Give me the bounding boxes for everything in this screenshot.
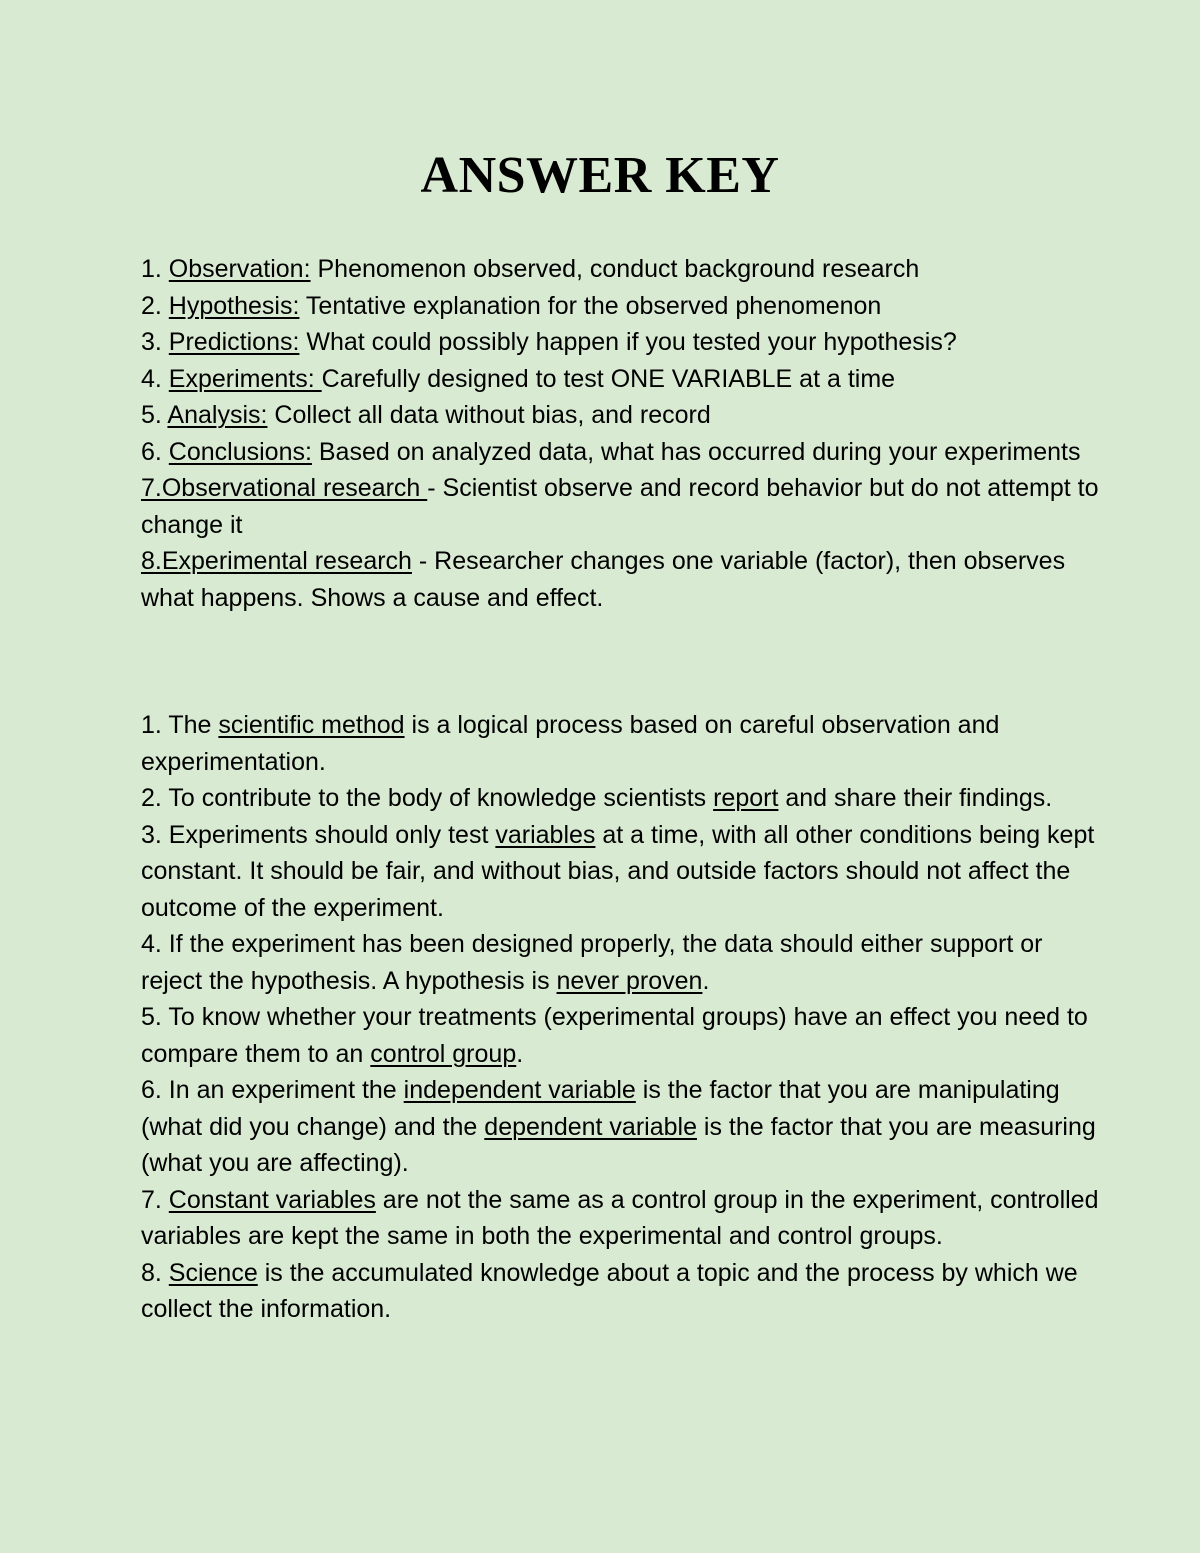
- item-text: 1.: [141, 255, 169, 283]
- item-text: - Scientist observe and record behavior but do not attempt to change it: [141, 474, 1099, 539]
- fill-in-item: [141, 1255, 1101, 1328]
- item-text: 8.: [141, 1258, 169, 1287]
- fill-in-answers-list: [141, 707, 1101, 1328]
- item-text: is the factor that you are measuring (what you are affecting).: [141, 1112, 1096, 1177]
- item-text: is a logical process based on careful observation and experimentation.: [141, 711, 1000, 776]
- definition-item: [141, 397, 1101, 434]
- item-text: and share their findings.: [778, 784, 1053, 812]
- item-text: at a time, with all other conditions being kept constant. It should be fair, and without bias, and outside factors should not affect the outcome of the experiment.: [141, 820, 1095, 922]
- page-title: ANSWER KEY: [420, 147, 780, 204]
- definition-item: [141, 288, 1101, 325]
- underlined-term: independent variable: [403, 1076, 636, 1104]
- item-text: is the accumulated knowledge about a topic and the process by which we collect the information.: [141, 1258, 1078, 1323]
- item-text: 5. To know whether your treatments (experimental groups) have an effect you need to compare them to an: [141, 1003, 1088, 1068]
- item-text: Collect all data without bias, and record: [267, 401, 711, 429]
- item-text: 6.: [141, 437, 169, 466]
- fill-in-item: [141, 707, 1101, 780]
- underlined-term: never proven: [556, 966, 703, 995]
- definition-item: [141, 251, 1101, 288]
- underlined-term: Predictions:: [168, 328, 300, 356]
- item-text: What could possibly happen if you tested your hypothesis?: [299, 328, 957, 356]
- underlined-term: Science: [168, 1258, 258, 1287]
- definition-item: [141, 543, 1101, 616]
- item-text: .: [516, 1039, 524, 1068]
- item-text: .: [702, 966, 710, 995]
- item-text: Phenomenon observed, conduct background research: [310, 255, 920, 283]
- item-text: is the factor that you are manipulating (what did you change) and the: [141, 1076, 1060, 1141]
- item-text: 2.: [141, 291, 169, 320]
- underlined-term: scientific method: [218, 711, 405, 739]
- fill-in-item: [141, 1072, 1101, 1182]
- fill-in-item: [141, 780, 1101, 817]
- definition-item: [141, 434, 1101, 471]
- underlined-term: 7.Observational research: [141, 474, 428, 502]
- definition-item: [141, 324, 1101, 361]
- item-text: 7.: [141, 1185, 169, 1214]
- underlined-term: control group: [370, 1039, 517, 1068]
- item-text: 3. Experiments should only test: [141, 820, 496, 849]
- definition-item: [141, 361, 1101, 398]
- item-text: Tentative explanation for the observed phenomenon: [299, 291, 882, 320]
- underlined-term: Constant variables: [168, 1185, 376, 1214]
- item-text: 2. To contribute to the body of knowledge scientists: [141, 784, 714, 812]
- definition-item: [141, 470, 1101, 543]
- item-text: 6. In an experiment the: [141, 1076, 404, 1104]
- fill-in-item: [141, 926, 1101, 999]
- underlined-term: Experiments:: [168, 364, 322, 393]
- item-text: 3.: [141, 328, 169, 356]
- fill-in-item: [141, 1182, 1101, 1255]
- item-text: are not the same as a control group in the experiment, controlled variables are kept the same in both the experimental and control groups.: [141, 1185, 1099, 1250]
- underlined-term: variables: [495, 820, 596, 849]
- underlined-term: report: [713, 784, 779, 812]
- item-text: 4.: [141, 364, 169, 393]
- fill-in-item: [141, 999, 1101, 1072]
- item-text: 1. The: [141, 711, 219, 739]
- underlined-term: 8.Experimental research: [141, 547, 412, 575]
- underlined-term: Conclusions:: [168, 437, 312, 466]
- underlined-term: Observation:: [168, 255, 311, 283]
- fill-in-item: [141, 817, 1101, 927]
- underlined-term: Hypothesis:: [168, 291, 300, 320]
- item-text: Based on analyzed data, what has occurred during your experiments: [311, 437, 1081, 466]
- definitions-list: [141, 251, 1101, 616]
- item-text: Carefully designed to test ONE VARIABLE at a time: [321, 364, 896, 393]
- item-text: - Researcher changes one variable (factor), then observes what happens. Shows a cause and effect.: [141, 547, 1066, 612]
- underlined-term: Analysis:: [167, 401, 268, 429]
- underlined-term: dependent variable: [484, 1112, 697, 1141]
- item-text: 5.: [141, 401, 168, 429]
- item-text: 4. If the experiment has been designed properly, the data should either support or reject the hypothesis. A hypothesis is: [141, 930, 1043, 995]
